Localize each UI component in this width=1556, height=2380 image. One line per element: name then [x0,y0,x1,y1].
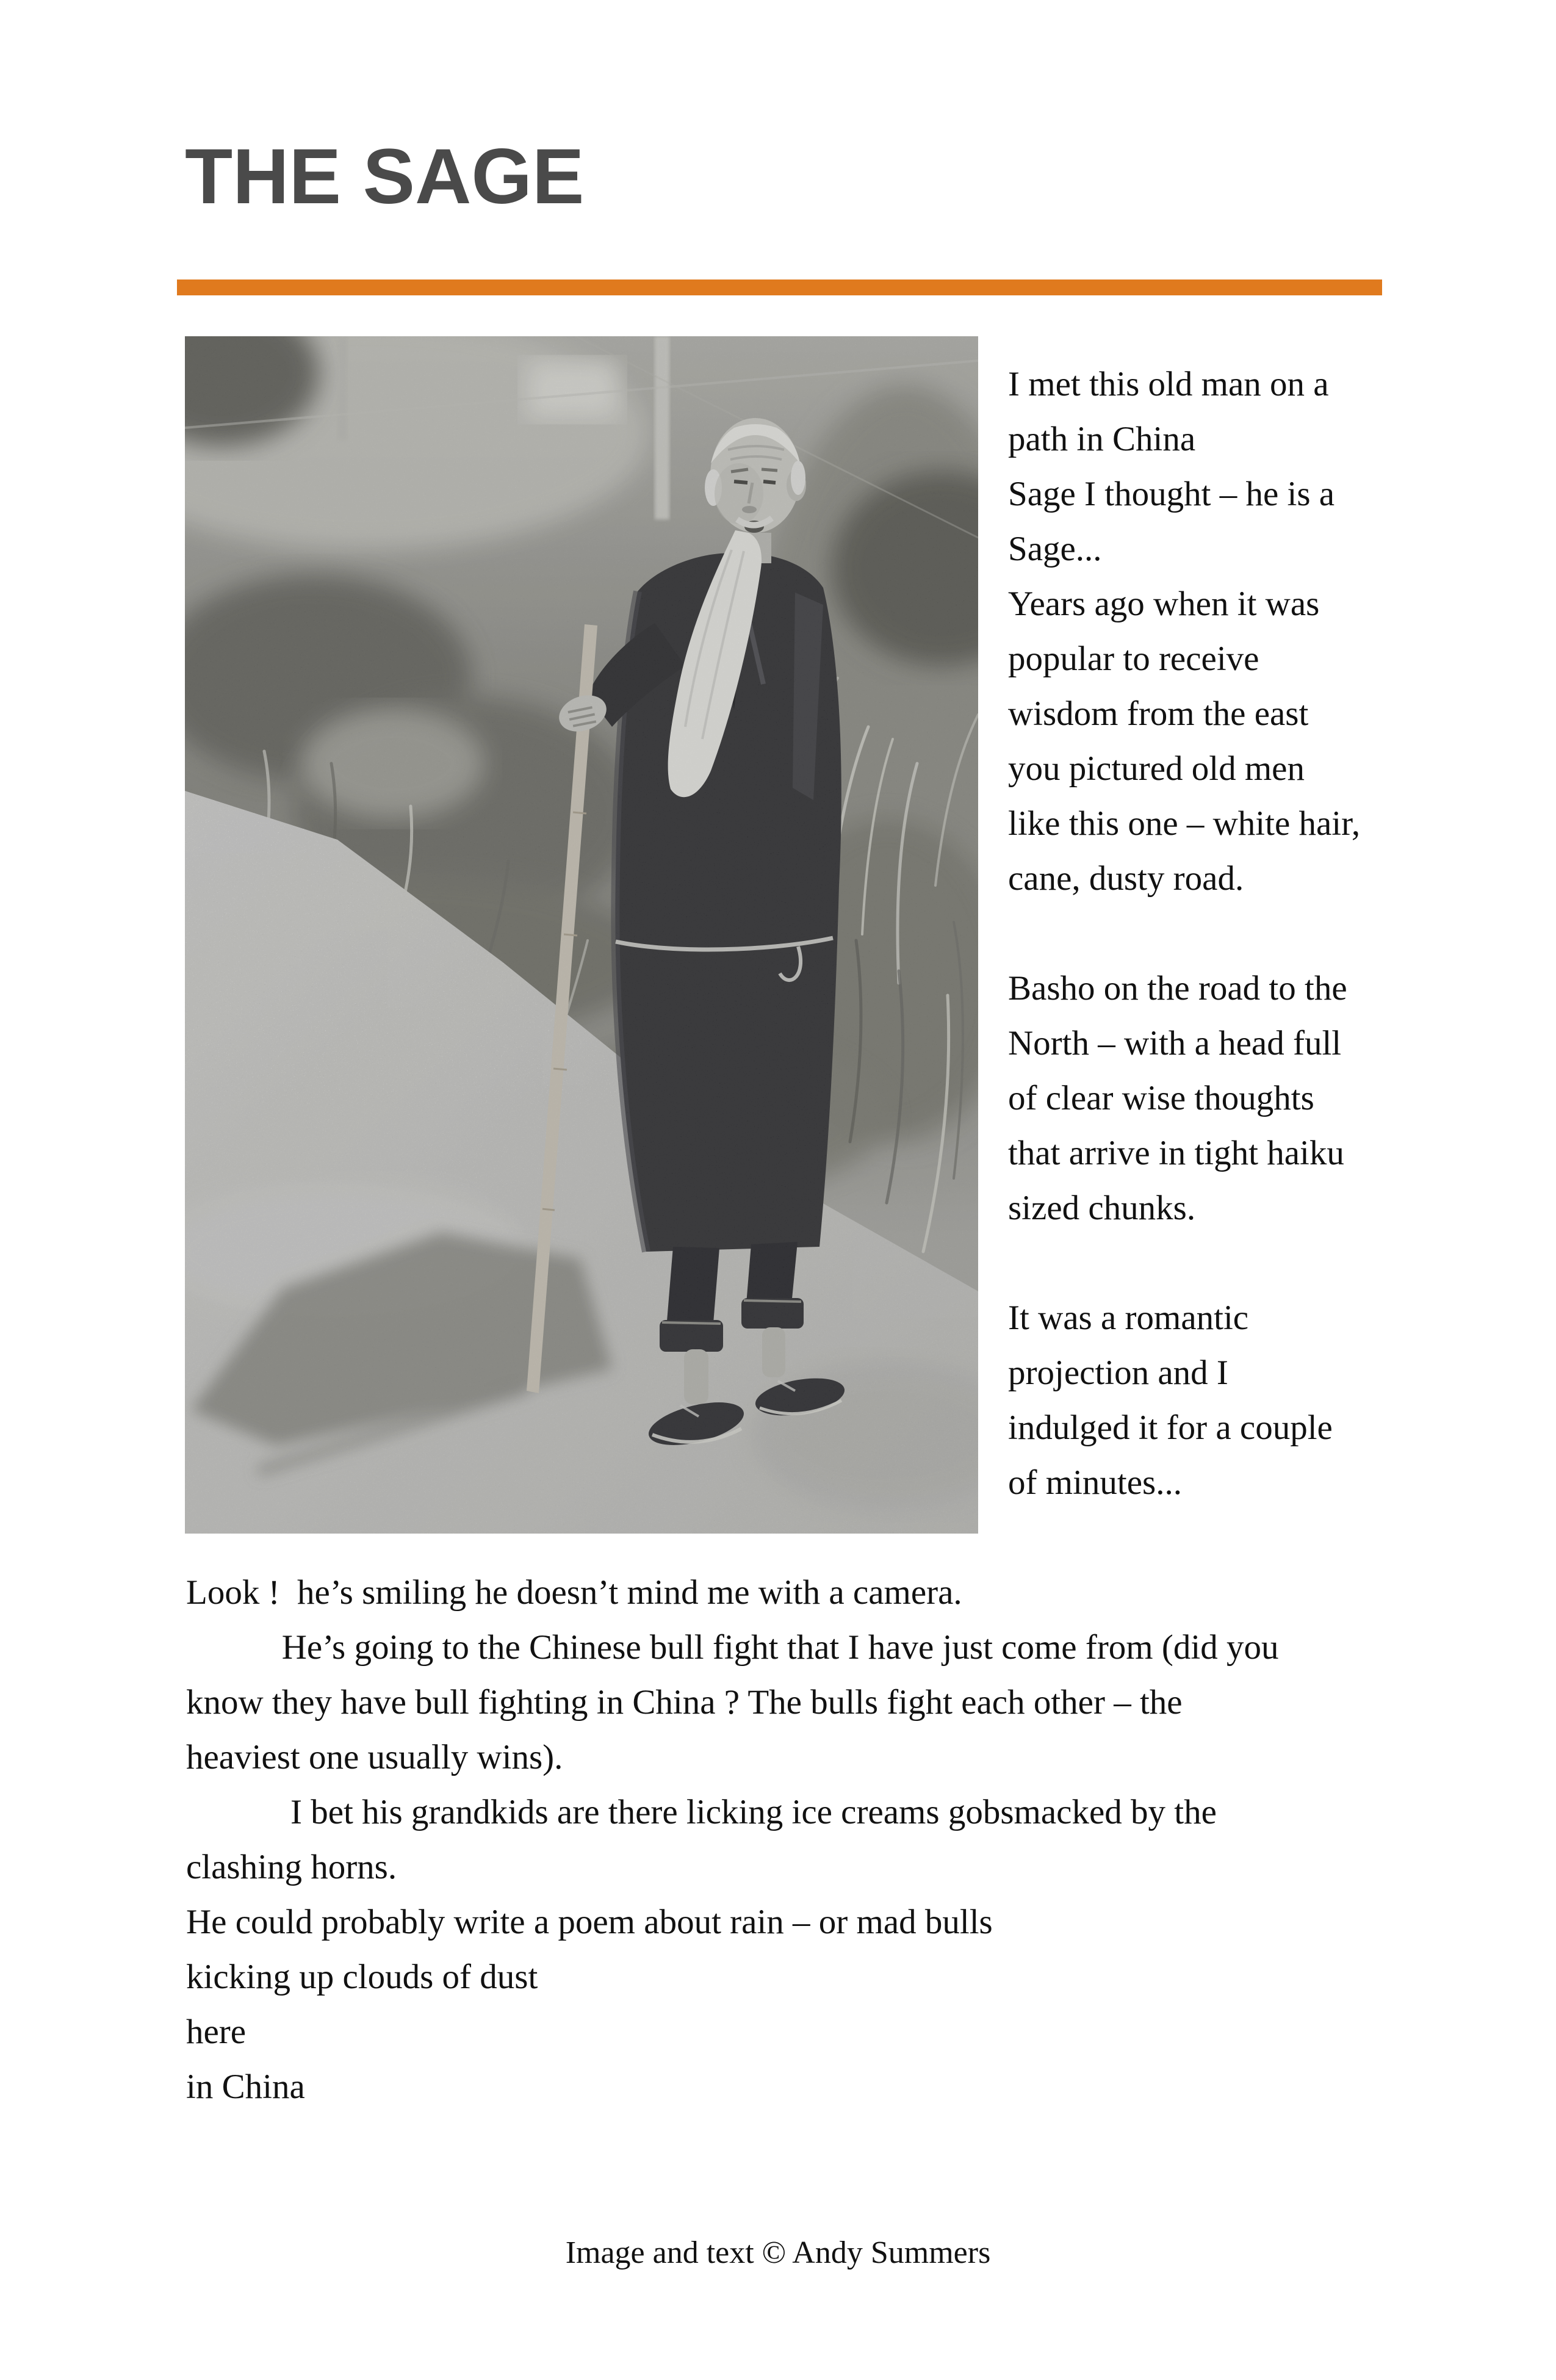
poem-line: Sage... [1008,530,1102,568]
poem-line: wisdom from the east [1008,694,1309,733]
poem-line: clashing horns. [186,1848,397,1886]
poem-line: path in China [1008,420,1196,458]
poem-line: popular to receive [1008,640,1259,678]
page-title: THE SAGE [185,133,585,220]
poem-line: projection and I [1008,1354,1228,1392]
sage-photo-art [185,336,978,1534]
poem-line: I bet his grandkids are there licking ice creams gobsmacked by the [186,1793,1217,1831]
poem-line: in China [186,2068,305,2106]
poem-line: kicking up clouds of dust [186,1958,538,1996]
poem-line [1008,1236,1403,1291]
poem-line: I met this old man on a [1008,365,1329,403]
poem-bottom-block [186,1565,1403,2115]
poem-line: you pictured old men [1008,749,1305,788]
poem-line: indulged it for a couple [1008,1408,1333,1447]
poem-line: Look ! he’s smiling he doesn’t mind me with a camera. [186,1573,962,1612]
poem-line [1008,906,1403,961]
copyright-line: Image and text © Andy Summers [565,2235,991,2270]
poem-line: sized chunks. [1008,1189,1196,1227]
poem-line: Years ago when it was [1008,585,1320,623]
poem-line: cane, dusty road. [1008,859,1244,898]
sage-photo [185,336,978,1534]
poem-line: here [186,2013,247,2051]
poem-line: It was a romantic [1008,1299,1249,1337]
poem-line: know they have bull fighting in China ? The bulls fight each other – the [186,1683,1183,1722]
accent-rule [177,279,1382,295]
poem-line: He could probably write a poem about rain – or mad bulls [186,1903,993,1941]
poem-line: like this one – white hair, [1008,804,1361,843]
poem-line: Basho on the road to the [1008,969,1347,1008]
poem-line: North – with a head full [1008,1024,1342,1062]
poem-line: of minutes... [1008,1463,1182,1502]
poem-line: of clear wise thoughts [1008,1079,1314,1117]
poem-line: heaviest one usually wins). [186,1738,563,1776]
poem-right-column [1008,357,1403,1510]
poem-line: Sage I thought – he is a [1008,475,1335,513]
poem-line: He’s going to the Chinese bull fight that I have just come from (did you [186,1628,1279,1667]
poem-line: that arrive in tight haiku [1008,1134,1344,1172]
